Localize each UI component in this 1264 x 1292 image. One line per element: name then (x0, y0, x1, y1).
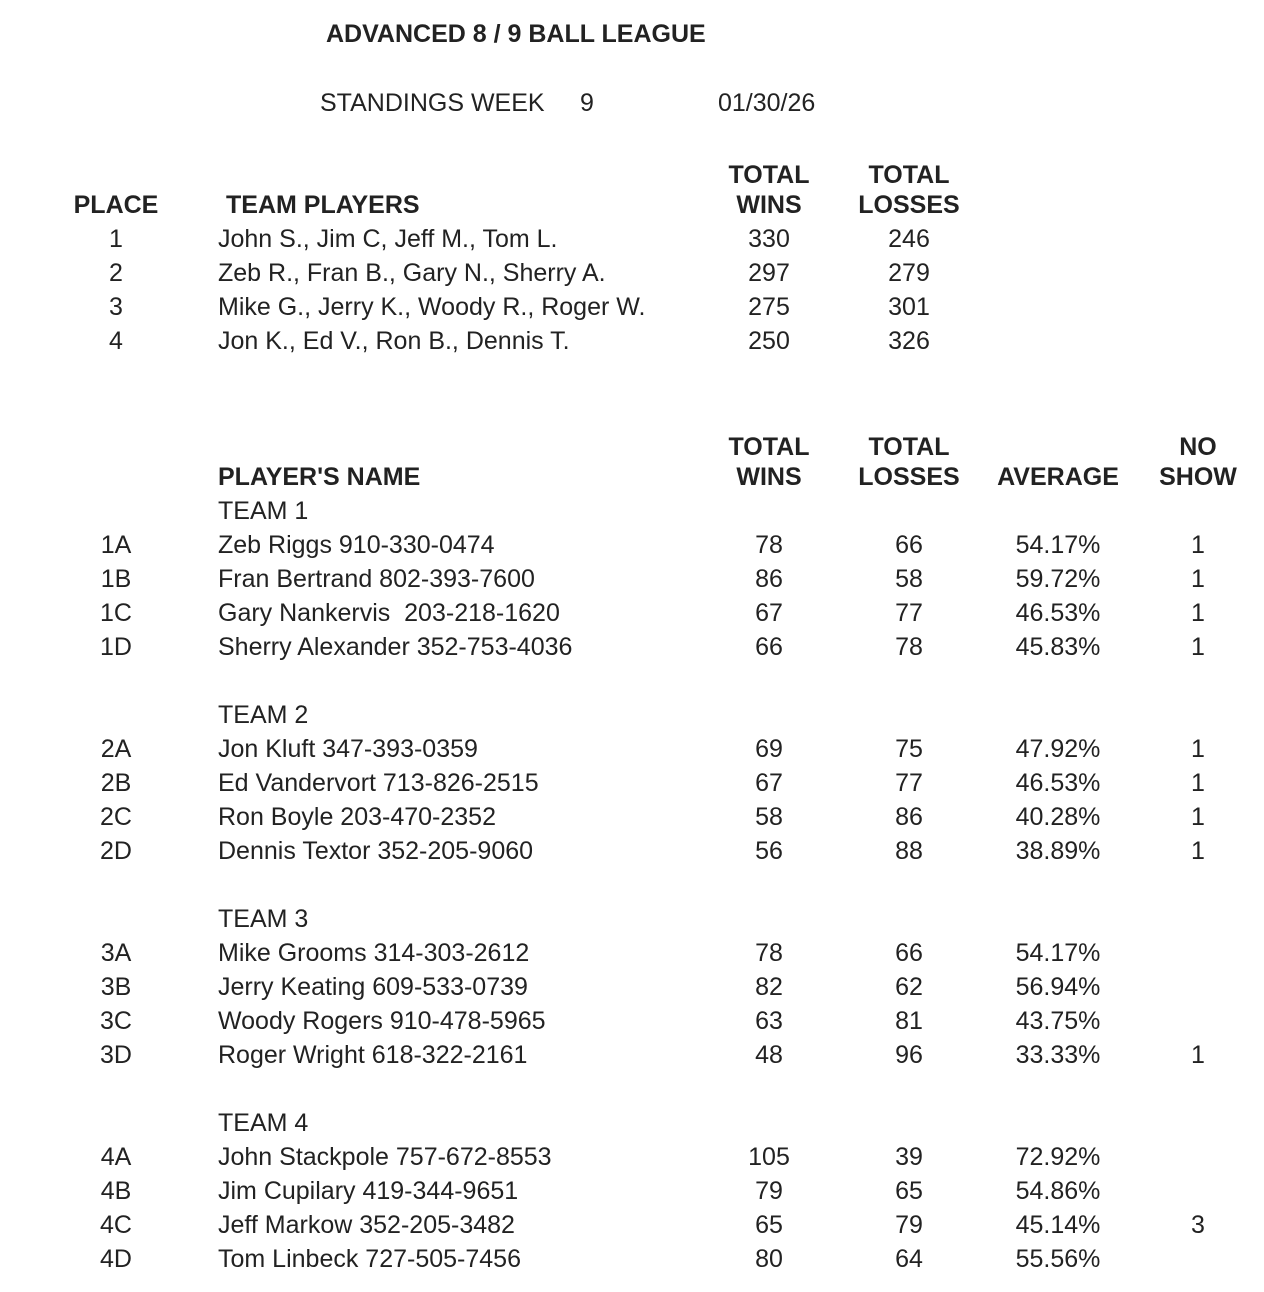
col-header-team-losses-line2: LOSSES (858, 191, 960, 219)
player-total-losses: 86 (895, 803, 923, 831)
player-total-wins: 48 (755, 1041, 783, 1069)
player-average: 54.17% (1015, 531, 1101, 559)
team-players: Mike G., Jerry K., Woody R., Roger W. (218, 293, 646, 321)
player-no-show: 1 (1191, 735, 1205, 763)
player-row (0, 1006, 1264, 1040)
player-total-losses: 79 (895, 1211, 923, 1239)
player-name-phone: Tom Linbeck 727-505-7456 (218, 1245, 521, 1273)
player-name-phone: Ed Vandervort 713-826-2515 (218, 769, 539, 797)
player-name-phone: John Stackpole 757-672-8553 (218, 1143, 552, 1171)
team-total-losses: 326 (888, 327, 930, 355)
standings-week-label: STANDINGS WEEK (320, 89, 545, 117)
player-total-wins: 67 (755, 599, 783, 627)
player-total-wins: 69 (755, 735, 783, 763)
player-average: 40.28% (1015, 803, 1101, 831)
team-row (0, 258, 1264, 292)
team-total-losses: 246 (888, 225, 930, 253)
team-place: 2 (109, 259, 123, 287)
team-total-wins: 250 (748, 327, 790, 355)
team-row (0, 224, 1264, 258)
team-total-wins: 297 (748, 259, 790, 287)
player-name-phone: Fran Bertrand 802-393-7600 (218, 565, 535, 593)
player-no-show: 1 (1191, 803, 1205, 831)
player-position: 3A (100, 939, 132, 967)
player-total-losses: 62 (895, 973, 923, 1001)
player-average: 54.86% (1015, 1177, 1101, 1205)
player-no-show: 1 (1191, 837, 1205, 865)
player-row (0, 734, 1264, 768)
player-position: 2D (100, 837, 132, 865)
player-position: 4C (100, 1211, 132, 1239)
team-row (0, 326, 1264, 360)
player-name-phone: Jeff Markow 352-205-3482 (218, 1211, 515, 1239)
player-average: 72.92% (1015, 1143, 1101, 1171)
team-place: 4 (109, 327, 123, 355)
player-name-phone: Jerry Keating 609-533-0739 (218, 973, 528, 1001)
player-position: 1A (100, 531, 132, 559)
player-total-wins: 65 (755, 1211, 783, 1239)
col-header-team-players: TEAM PLAYERS (226, 191, 420, 219)
league-title: ADVANCED 8 / 9 BALL LEAGUE (326, 20, 706, 48)
player-total-wins: 58 (755, 803, 783, 831)
col-header-player-name: PLAYER'S NAME (218, 463, 421, 491)
player-total-losses: 77 (895, 599, 923, 627)
col-header-place: PLACE (73, 191, 159, 219)
player-total-wins: 105 (748, 1143, 790, 1171)
team-total-wins: 275 (748, 293, 790, 321)
player-row (0, 1210, 1264, 1244)
player-total-losses: 81 (895, 1007, 923, 1035)
player-average: 46.53% (1015, 599, 1101, 627)
col-header-no-show-line2: SHOW (1159, 463, 1237, 491)
team-group-label (0, 904, 1264, 938)
player-average: 56.94% (1015, 973, 1101, 1001)
player-total-wins: 63 (755, 1007, 783, 1035)
player-average: 47.92% (1015, 735, 1101, 763)
team-players: Jon K., Ed V., Ron B., Dennis T. (218, 327, 570, 355)
col-header-team-wins-line1: TOTAL (728, 161, 810, 189)
player-row (0, 1142, 1264, 1176)
player-name-phone: Woody Rogers 910-478-5965 (218, 1007, 546, 1035)
col-header-player-wins-line2: WINS (736, 463, 802, 491)
team-players: Zeb R., Fran B., Gary N., Sherry A. (218, 259, 606, 287)
player-average: 33.33% (1015, 1041, 1101, 1069)
col-header-team-losses-line1: TOTAL (868, 161, 950, 189)
player-total-losses: 64 (895, 1245, 923, 1273)
player-name-phone: Sherry Alexander 352-753-4036 (218, 633, 573, 661)
player-total-wins: 78 (755, 531, 783, 559)
week-number: 9 (580, 89, 594, 117)
player-name-phone: Jon Kluft 347-393-0359 (218, 735, 478, 763)
player-row (0, 530, 1264, 564)
player-row (0, 564, 1264, 598)
team-total-wins: 330 (748, 225, 790, 253)
player-total-wins: 78 (755, 939, 783, 967)
team-place: 3 (109, 293, 123, 321)
player-row (0, 768, 1264, 802)
player-total-losses: 65 (895, 1177, 923, 1205)
player-average: 46.53% (1015, 769, 1101, 797)
player-row (0, 802, 1264, 836)
player-total-losses: 78 (895, 633, 923, 661)
player-average: 38.89% (1015, 837, 1101, 865)
player-row (0, 938, 1264, 972)
player-row (0, 598, 1264, 632)
team-label: TEAM 3 (218, 905, 309, 933)
player-position: 3D (100, 1041, 132, 1069)
player-position: 3B (100, 973, 132, 1001)
col-header-average: AVERAGE (997, 463, 1119, 491)
player-total-wins: 79 (755, 1177, 783, 1205)
player-total-wins: 86 (755, 565, 783, 593)
player-row (0, 836, 1264, 870)
player-position: 2C (100, 803, 132, 831)
player-no-show: 3 (1191, 1211, 1205, 1239)
player-total-losses: 96 (895, 1041, 923, 1069)
player-total-wins: 67 (755, 769, 783, 797)
col-header-player-wins-line1: TOTAL (728, 433, 810, 461)
team-place: 1 (109, 225, 123, 253)
player-position: 4A (100, 1143, 132, 1171)
player-average: 43.75% (1015, 1007, 1101, 1035)
player-row (0, 1040, 1264, 1074)
player-row (0, 972, 1264, 1006)
player-total-losses: 75 (895, 735, 923, 763)
player-position: 4B (100, 1177, 132, 1205)
player-name-phone: Ron Boyle 203-470-2352 (218, 803, 496, 831)
player-name-phone: Dennis Textor 352-205-9060 (218, 837, 534, 865)
team-total-losses: 301 (888, 293, 930, 321)
team-row (0, 292, 1264, 326)
player-average: 55.56% (1015, 1245, 1101, 1273)
col-header-no-show-line1: NO (1179, 433, 1217, 461)
player-total-losses: 66 (895, 939, 923, 967)
player-total-wins: 56 (755, 837, 783, 865)
team-group-label (0, 700, 1264, 734)
team-label: TEAM 4 (218, 1109, 309, 1137)
player-name-phone: Roger Wright 618-322-2161 (218, 1041, 528, 1069)
player-average: 54.17% (1015, 939, 1101, 967)
player-total-losses: 77 (895, 769, 923, 797)
player-total-wins: 66 (755, 633, 783, 661)
player-position: 1D (100, 633, 132, 661)
player-name-phone: Mike Grooms 314-303-2612 (218, 939, 530, 967)
team-group-label (0, 1108, 1264, 1142)
player-position: 1C (100, 599, 132, 627)
player-total-wins: 80 (755, 1245, 783, 1273)
team-players: John S., Jim C, Jeff M., Tom L. (218, 225, 558, 253)
player-row (0, 1176, 1264, 1210)
team-label: TEAM 1 (218, 497, 309, 525)
col-header-player-losses-line2: LOSSES (858, 463, 960, 491)
player-row (0, 1244, 1264, 1278)
player-no-show: 1 (1191, 769, 1205, 797)
player-no-show: 1 (1191, 531, 1205, 559)
player-no-show: 1 (1191, 633, 1205, 661)
standings-date: 01/30/26 (718, 89, 816, 117)
team-total-losses: 279 (888, 259, 930, 287)
player-position: 1B (100, 565, 132, 593)
player-average: 45.83% (1015, 633, 1101, 661)
player-no-show: 1 (1191, 599, 1205, 627)
player-position: 2B (100, 769, 132, 797)
player-row (0, 632, 1264, 666)
player-average: 59.72% (1015, 565, 1101, 593)
player-no-show: 1 (1191, 565, 1205, 593)
player-name-phone: Zeb Riggs 910-330-0474 (218, 531, 495, 559)
player-total-losses: 39 (895, 1143, 923, 1171)
team-label: TEAM 2 (218, 701, 309, 729)
player-name-phone: Jim Cupilary 419-344-9651 (218, 1177, 519, 1205)
player-total-losses: 58 (895, 565, 923, 593)
player-position: 2A (100, 735, 132, 763)
player-total-losses: 66 (895, 531, 923, 559)
team-group-label (0, 496, 1264, 530)
player-position: 4D (100, 1245, 132, 1273)
player-average: 45.14% (1015, 1211, 1101, 1239)
player-name-phone: Gary Nankervis 203-218-1620 (218, 599, 560, 627)
player-position: 3C (100, 1007, 132, 1035)
player-total-wins: 82 (755, 973, 783, 1001)
player-total-losses: 88 (895, 837, 923, 865)
player-no-show: 1 (1191, 1041, 1205, 1069)
col-header-team-wins-line2: WINS (736, 191, 802, 219)
col-header-player-losses-line1: TOTAL (868, 433, 950, 461)
